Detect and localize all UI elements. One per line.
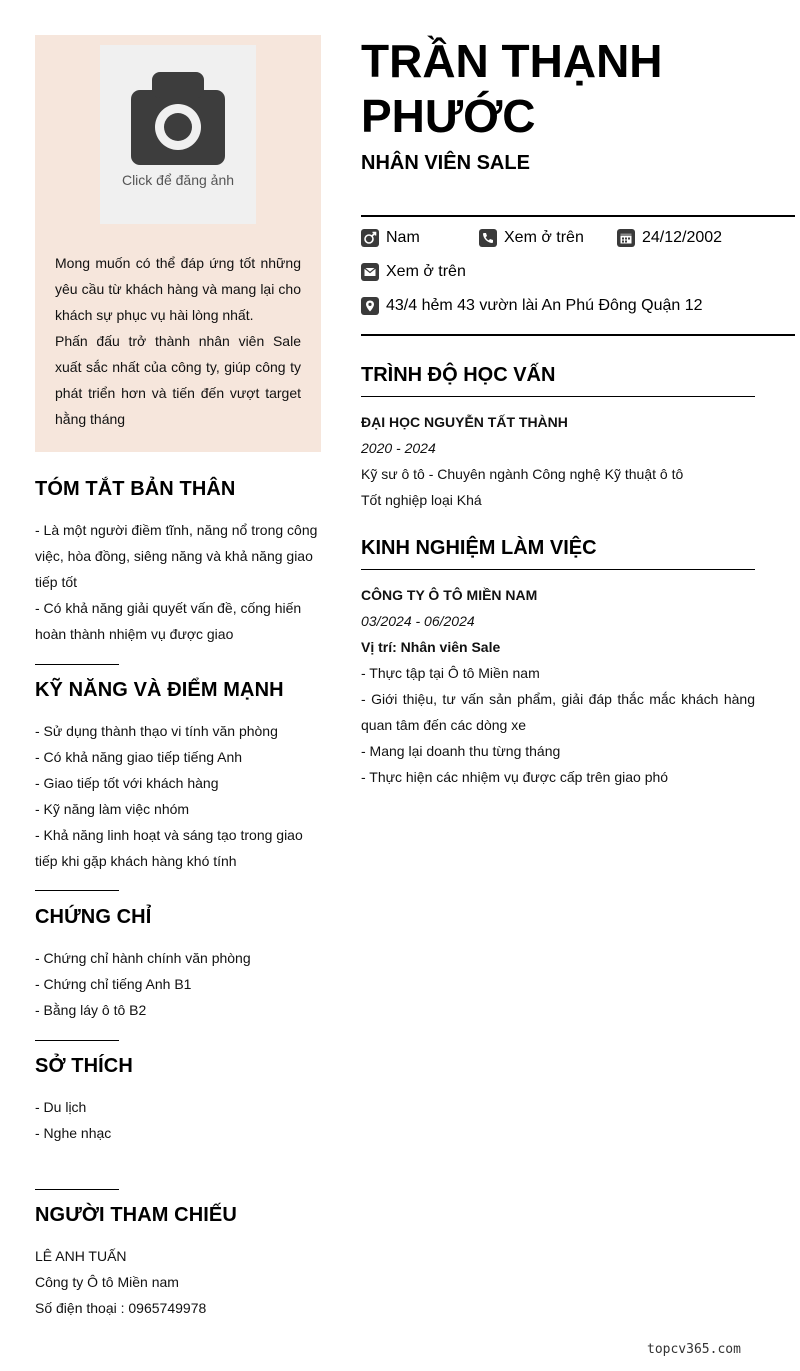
section-title: TRÌNH ĐỘ HỌC VẤN — [361, 364, 556, 386]
name-line: TRẦN THẠNH — [361, 35, 663, 87]
name-line: PHƯỚC — [361, 90, 536, 142]
photo-upload-label: Click để đăng ảnh — [121, 172, 235, 188]
phone-value: Xem ở trên — [504, 229, 584, 246]
references-section — [35, 1204, 325, 1321]
divider — [361, 396, 755, 397]
divider — [361, 215, 795, 217]
objective-paragraph: Phấn đấu trở thành nhân viên Sale xuất sắc nhất của công ty, giúp công ty phát triển hơn và tiến đến vượt target hằng tháng — [55, 333, 301, 427]
birthday-value: 24/12/2002 — [642, 229, 723, 246]
section-title: KINH NGHIỆM LÀM VIỆC — [361, 537, 597, 559]
divider — [35, 1040, 119, 1041]
certificate-line: - Bằng láy ô tô B2 — [35, 1002, 147, 1018]
skill-line: - Giao tiếp tốt với khách hàng — [35, 775, 219, 791]
skill-line: - Kỹ năng làm việc nhóm — [35, 801, 190, 817]
section-title: TÓM TẮT BẢN THÂN — [35, 478, 236, 500]
birthday-info — [617, 229, 722, 247]
reference-line: Công ty Ô tô Miền nam — [35, 1274, 179, 1290]
section-title: CHỨNG CHỈ — [35, 906, 152, 928]
hobby-line: - Du lịch — [35, 1099, 87, 1115]
section-title: KỸ NĂNG VÀ ĐIỂM MẠNH — [35, 679, 284, 701]
phone-icon — [479, 229, 497, 247]
hobbies-section — [35, 1055, 325, 1146]
hobby-line: - Nghe nhạc — [35, 1125, 112, 1141]
gender-icon — [361, 229, 379, 247]
divider — [35, 1189, 119, 1190]
education-period: 2020 - 2024 — [361, 440, 436, 456]
skill-line: - Sử dụng thành thạo vi tính văn phòng — [35, 723, 278, 739]
skill-line: - Có khả năng giao tiếp tiếng Anh — [35, 749, 243, 765]
divider — [361, 569, 755, 570]
email-info — [361, 263, 466, 281]
divider — [35, 664, 119, 665]
education-major: Kỹ sư ô tô - Chuyên ngành Công nghệ Kỹ thuật ô tô — [361, 466, 684, 482]
experience-line: - Giới thiệu, tư vấn sản phẩm, giải đáp thắc mắc khách hàng quan tâm đến các dòng xe — [361, 691, 755, 733]
gender-value: Nam — [386, 229, 420, 246]
reference-line: Số điện thoại : 0965749978 — [35, 1300, 207, 1316]
certificate-line: - Chứng chỉ tiếng Anh B1 — [35, 976, 192, 992]
candidate-name — [361, 34, 663, 144]
address-value: 43/4 hẻm 43 vườn lài An Phú Đông Quận 12 — [386, 297, 703, 314]
experience-line: - Mang lại doanh thu từng tháng — [361, 743, 561, 759]
summary-line: - Có khả năng giải quyết vấn đề, cống hiến hoàn thành nhiệm vụ được giao — [35, 600, 302, 642]
certificates-section — [35, 906, 325, 1023]
certificate-line: - Chứng chỉ hành chính văn phòng — [35, 950, 251, 966]
phone-info — [479, 229, 584, 247]
profile-panel — [35, 35, 321, 452]
reference-line: LÊ ANH TUẤN — [35, 1248, 127, 1264]
career-objective — [55, 250, 301, 432]
experience-entry — [361, 582, 755, 790]
company-name: CÔNG TY Ô TÔ MIỀN NAM — [361, 587, 538, 603]
skills-section — [35, 679, 325, 874]
section-title: NGƯỜI THAM CHIẾU — [35, 1204, 237, 1226]
email-value: Xem ở trên — [386, 263, 466, 280]
experience-line: - Thực tập tại Ô tô Miền nam — [361, 665, 540, 681]
divider — [361, 334, 795, 336]
camera-icon — [131, 72, 225, 166]
objective-paragraph: Mong muốn có thể đáp ứng tốt những yêu cầu từ khách hàng và mang lại cho khách sự phục vụ hài lòng nhất. — [55, 255, 301, 323]
school-name: ĐẠI HỌC NGUYỄN TẤT THÀNH — [361, 414, 568, 430]
experience-period: 03/2024 - 06/2024 — [361, 613, 475, 629]
watermark: topcv365.com — [647, 1342, 741, 1357]
summary-section — [35, 478, 325, 647]
skill-line: - Khả năng linh hoạt và sáng tạo trong giao tiếp khi gặp khách hàng khó tính — [35, 827, 303, 869]
experience-line: - Thực hiện các nhiệm vụ được cấp trên giao phó — [361, 769, 669, 785]
experience-position: Vị trí: Nhân viên Sale — [361, 639, 501, 655]
photo-upload[interactable] — [100, 45, 256, 224]
email-icon — [361, 263, 379, 281]
education-result: Tốt nghiệp loại Khá — [361, 492, 482, 508]
calendar-icon — [617, 229, 635, 247]
job-title: NHÂN VIÊN SALE — [361, 152, 530, 174]
location-icon — [361, 297, 379, 315]
education-entry — [361, 409, 755, 513]
address-info — [361, 297, 703, 315]
summary-line: - Là một người điềm tĩnh, năng nổ trong công việc, hòa đồng, siêng năng và khả năng giao tiếp tốt — [35, 522, 318, 590]
section-title: SỞ THÍCH — [35, 1055, 133, 1077]
gender-info — [361, 229, 420, 247]
divider — [35, 890, 119, 891]
